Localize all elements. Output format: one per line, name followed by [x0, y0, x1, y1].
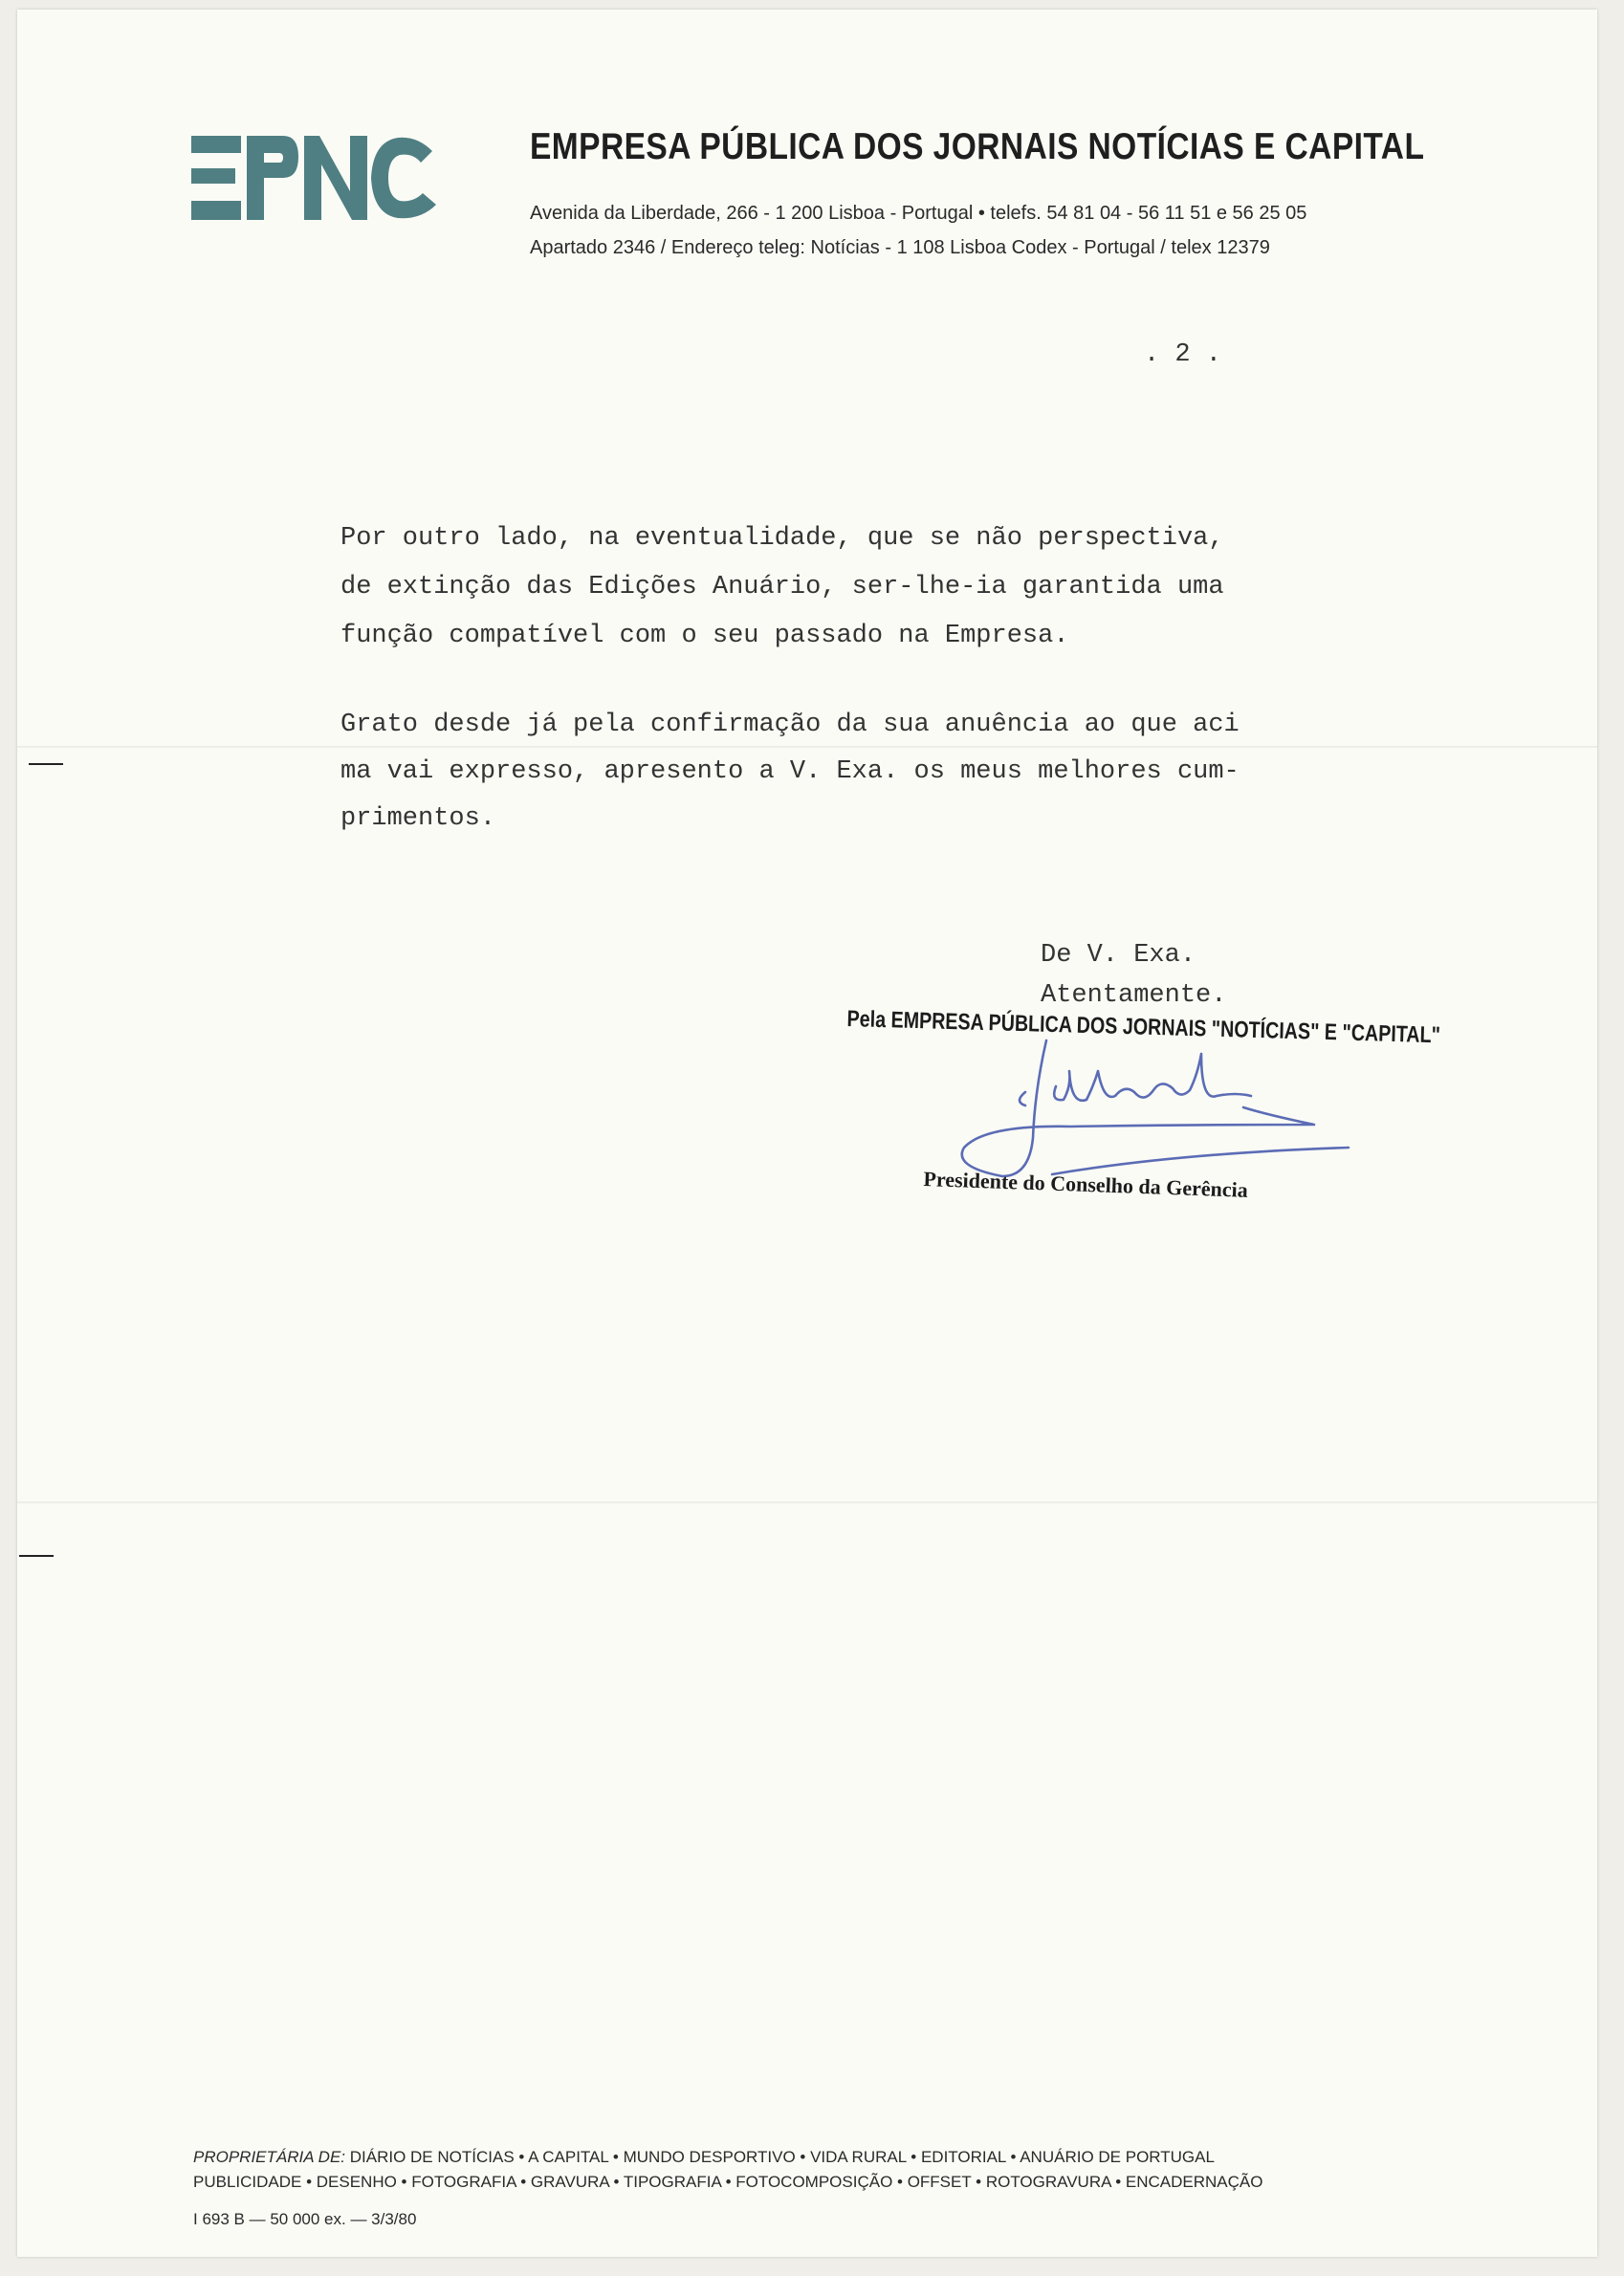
body-line: função compatível com o seu passado na Empresa.: [340, 622, 1069, 650]
footer-lead: PROPRIETÁRIA DE:: [193, 2148, 346, 2166]
body-line: primentos.: [340, 804, 496, 833]
margin-mark: [19, 1555, 54, 1557]
body-line: ma vai expresso, apresento a V. Exa. os meus melhores cum-: [340, 757, 1240, 786]
body-line: de extinção das Edições Anuário, ser-lhe-ia garantida uma: [340, 573, 1224, 602]
closing-line: De V. Exa.: [1041, 941, 1196, 970]
page-number: . 2 .: [1144, 340, 1222, 369]
footer-line: PUBLICIDADE • DESENHO • FOTOGRAFIA • GRAVURA • TIPOGRAFIA • FOTOCOMPOSIÇÃO • OFFSET • ROTOGRAVURA • ENCADERNAÇÃO: [193, 2173, 1263, 2191]
closing-line: Atentamente.: [1041, 981, 1227, 1010]
company-name: EMPRESA PÚBLICA DOS JORNAIS NOTÍCIAS E CAPITAL: [530, 126, 1425, 167]
address-line: Avenida da Liberdade, 266 - 1 200 Lisboa - Portugal • telefs. 54 81 04 - 56 11 51 e 56 25 05: [530, 203, 1307, 224]
closing: [1041, 935, 1226, 1016]
margin-mark: [29, 763, 63, 765]
footer-line: [193, 2148, 1215, 2167]
address-line: Apartado 2346 / Endereço teleg: Notícias - 1 108 Lisboa Codex - Portugal / telex 12379: [530, 237, 1270, 258]
body-paragraph: [340, 514, 1224, 661]
fold-line: [17, 1501, 1597, 1503]
body-line: Grato desde já pela confirmação da sua anuência ao que aci: [340, 711, 1240, 739]
print-code: I 693 B — 50 000 ex. — 3/3/80: [193, 2210, 417, 2228]
signatory-title-stamp: Presidente do Conselho da Gerência: [923, 1167, 1249, 1202]
epnc-logo: [191, 134, 450, 222]
body-line: Por outro lado, na eventualidade, que se não perspectiva,: [340, 524, 1224, 553]
body-paragraph: [340, 702, 1240, 843]
footer-publications: DIÁRIO DE NOTÍCIAS • A CAPITAL • MUNDO DESPORTIVO • VIDA RURAL • EDITORIAL • ANUÁRIO DE PORTUGAL: [349, 2148, 1215, 2166]
company-stamp: Pela EMPRESA PÚBLICA DOS JORNAIS "NOTÍCIAS" E "CAPITAL": [846, 1006, 1441, 1049]
